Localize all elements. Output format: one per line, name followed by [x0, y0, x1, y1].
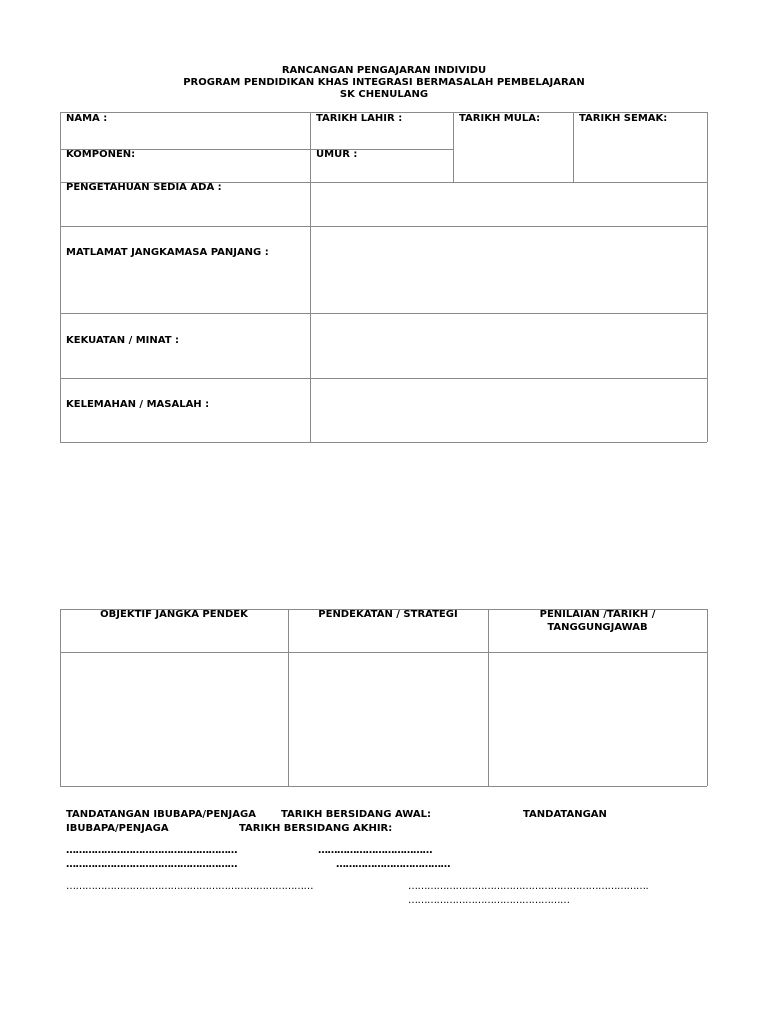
signature-label: TANDATANGAN	[523, 809, 607, 820]
tarikh-lahir-label: TARIKH LAHIR :	[316, 113, 403, 124]
date-initial-label: TARIKH BERSIDANG AWAL:	[281, 809, 431, 820]
signature-parent-label: TANDATANGAN IBUBAPA/PENJAGA	[66, 809, 256, 820]
date-final-dotted-line: ………………………………	[336, 859, 450, 870]
tarikh-semak-label: TARIKH SEMAK:	[579, 113, 668, 124]
signature-dotted-line: ………………………………………………	[66, 845, 237, 856]
penilaian-header-line2: TANGGUNGJAWAB	[547, 622, 648, 633]
header-title: RANCANGAN PENGAJARAN INDIVIDU	[281, 65, 487, 76]
date-initial-dotted-line: ………………………………	[318, 845, 432, 856]
matlamat-label: MATLAMAT JANGKAMASA PANJANG :	[66, 247, 269, 258]
parent-guardian-label: IBUBAPA/PENJAGA	[66, 823, 169, 834]
signature-dotted-line: ……………………………………………………………………	[66, 881, 313, 892]
pengetahuan-label: PENGETAHUAN SEDIA ADA :	[66, 182, 222, 193]
nama-label: NAMA :	[66, 113, 108, 124]
signature-dotted-line: ………………………………………………………………….	[408, 881, 649, 892]
komponen-label: KOMPONEN:	[66, 149, 136, 160]
signature-dotted-line: ………………………………………………	[66, 859, 237, 870]
umur-label: UMUR :	[316, 149, 358, 160]
tarikh-mula-label: TARIKH MULA:	[459, 113, 541, 124]
penilaian-header-line1: PENILAIAN /TARIKH /	[539, 609, 656, 620]
kelemahan-label: KELEMAHAN / MASALAH :	[66, 399, 210, 410]
header-program: PROGRAM PENDIDIKAN KHAS INTEGRASI BERMASALAH PEMBELAJARAN	[183, 77, 585, 88]
signature-dotted-line: ……………………………………………	[408, 895, 570, 906]
pendekatan-header: PENDEKATAN / STRATEGI	[318, 609, 458, 620]
date-final-label: TARIKH BERSIDANG AKHIR:	[239, 823, 393, 834]
header-school: SK CHENULANG	[339, 89, 429, 100]
kekuatan-label: KEKUATAN / MINAT :	[66, 335, 180, 346]
objektif-header: OBJEKTIF JANGKA PENDEK	[100, 609, 248, 620]
